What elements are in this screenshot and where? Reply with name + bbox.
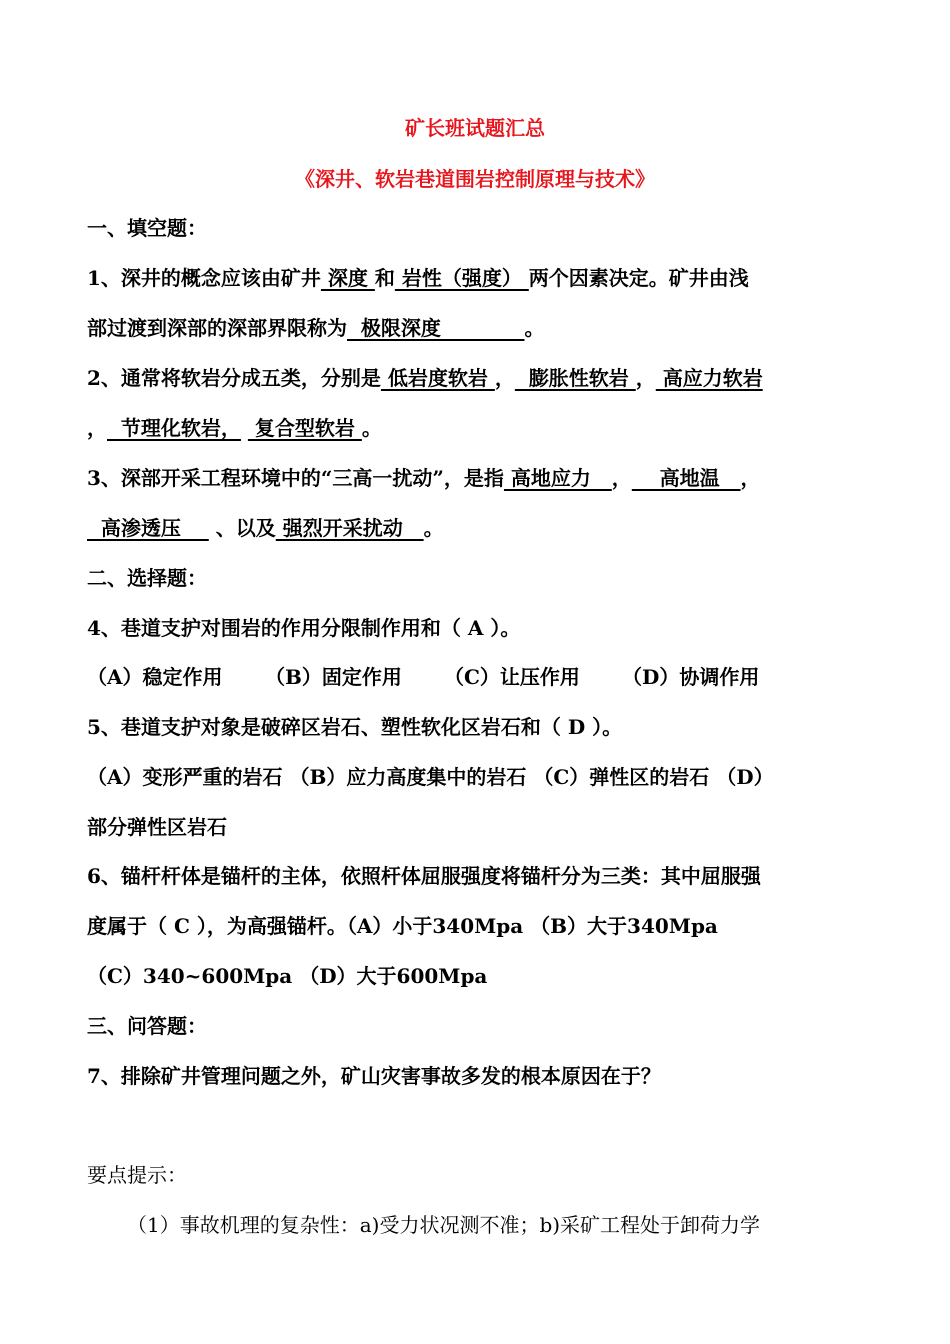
- section-fill-blank: 一、填空题：: [87, 216, 207, 240]
- question-1-line-2: 部过渡到深部的深部界限称为 极限深度 。: [87, 316, 545, 340]
- answer-blank: 高应力软岩: [655, 366, 763, 390]
- section-short-answer: 三、问答题：: [87, 1014, 207, 1038]
- answer-blank: 深度: [320, 266, 375, 290]
- answer-blank: 膨胀性软岩: [514, 366, 636, 390]
- question-1-line-1: 1、深井的概念应该由矿井 深度 和 岩性（强度） 两个因素决定。矿井由浅: [87, 266, 749, 290]
- question-2-line-1: 2、通常将软岩分成五类，分别是 低岩度软岩 ， 膨胀性软岩 ， 高应力软岩: [87, 366, 763, 390]
- hint-item-1: （1）事故机理的复杂性：a)受力状况测不准；b)采矿工程处于卸荷力学: [127, 1213, 761, 1237]
- question-2-line-2: ， 节理化软岩， 复合型软岩 。: [87, 416, 382, 440]
- answer-blank: 高渗透压: [87, 516, 209, 540]
- q5-options: （A）变形严重的岩石 （B）应力高度集中的岩石 （C）弹性区的岩石 （D）: [87, 765, 774, 789]
- answer-blank: 复合型软岩: [247, 416, 362, 440]
- question-5: 5、巷道支护对象是破碎区岩石、塑性软化区岩石和（ D ）。: [87, 715, 623, 739]
- question-4: 4、巷道支护对围岩的作用分限制作用和（ A ）。: [87, 616, 521, 640]
- q4-option-a: （A）稳定作用: [87, 665, 223, 689]
- answer-blank: 强烈开采扰动: [275, 516, 424, 540]
- q5-options-cont: 部分弹性区岩石: [87, 815, 227, 839]
- answer-blank: 岩性（强度）: [394, 266, 529, 290]
- answer-blank: 低岩度软岩: [380, 366, 495, 390]
- q4-option-c: （C）让压作用: [444, 665, 580, 689]
- question-3-line-2: 高渗透压 、以及 强烈开采扰动 。: [87, 516, 444, 540]
- doc-subtitle: 《深井、软岩巷道围岩控制原理与技术》: [295, 167, 655, 191]
- answer-blank: 极限深度: [347, 316, 525, 340]
- question-7: 7、排除矿井管理问题之外，矿山灾害事故多发的根本原因在于？: [87, 1064, 661, 1088]
- question-3-line-1: 3、深部开采工程环境中的“三高一扰动”，是指 高地应力 ， 高地温 ，: [87, 466, 761, 490]
- q4-option-b: （B）固定作用: [265, 665, 402, 689]
- section-multiple-choice: 二、选择题：: [87, 566, 207, 590]
- question-6-line-2: 度属于（ C ），为高强锚杆。（A）小于340Mpa （B）大于340Mpa: [87, 914, 718, 938]
- answer-blank: 节理化软岩，: [107, 416, 241, 440]
- question-6-line-1: 6、锚杆杆体是锚杆的主体，依照杆体屈服强度将锚杆分为三类：其中屈服强: [87, 864, 761, 888]
- answer-blank: 高地温: [631, 466, 741, 490]
- hint-label: 要点提示：: [87, 1163, 187, 1187]
- q4-option-d: （D）协调作用: [622, 665, 760, 689]
- question-6-line-3: （C）340~600Mpa （D）大于600Mpa: [87, 964, 488, 988]
- doc-title: 矿长班试题汇总: [405, 116, 545, 140]
- answer-blank: 高地应力: [503, 466, 612, 490]
